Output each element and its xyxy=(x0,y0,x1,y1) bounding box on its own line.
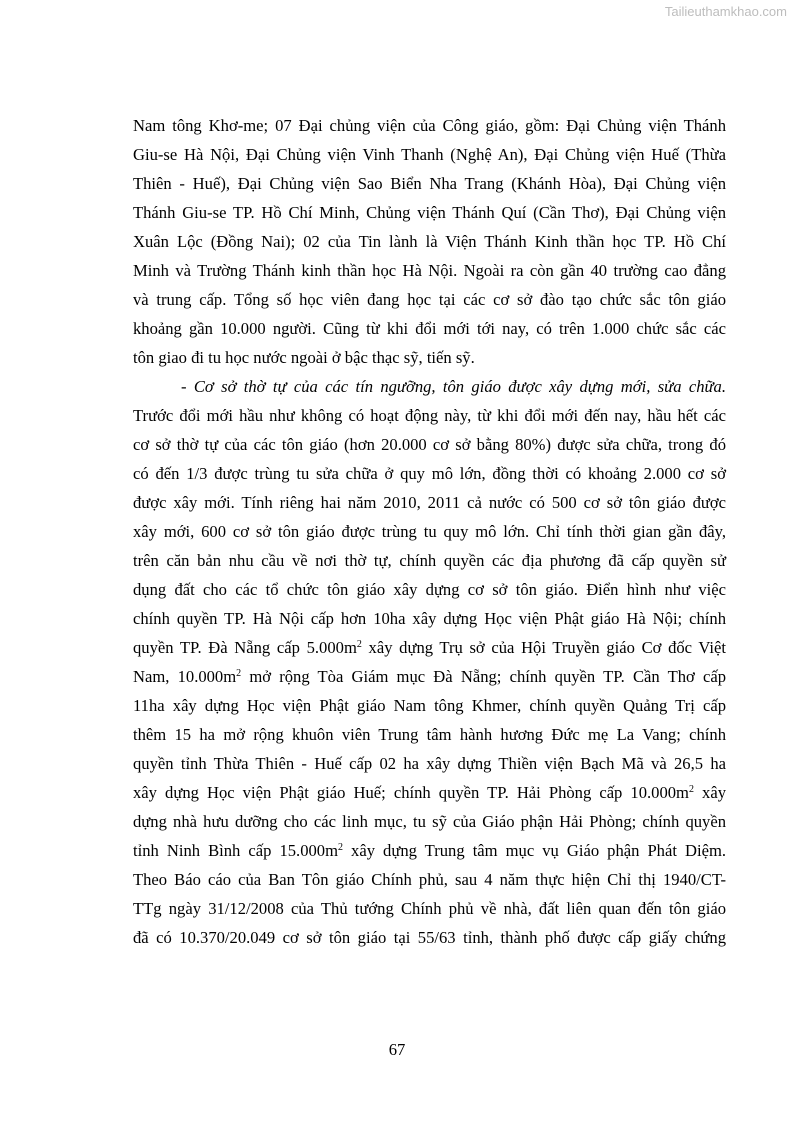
text-line: cơ sở thờ tự của các tôn giáo (hơn 20.000 cơ sở bằng 80%) được sửa chữa, trong đó xyxy=(133,435,726,454)
text-line: TTg ngày 31/12/2008 của Thủ tướng Chính phủ về nhà, đất liên quan đến tôn giáo xyxy=(133,899,726,918)
text-line: Trước đổi mới hầu như không có hoạt động này, từ khi đổi mới đến nay, hầu hết các xyxy=(133,406,726,425)
text-line: tỉnh Ninh Bình cấp $15.000m^2$ xây dựng Trung tâm mục vụ Giáo phận Phát Diệm. xyxy=(133,841,727,860)
text-line: Xuân Lộc (Đồng Nai); 02 của Tin lành là Viện Thánh Kinh thần học TP. Hồ Chí xyxy=(133,232,726,251)
text-line: 11ha xây dựng Học viện Phật giáo Nam tông Khmer, chính quyền Quảng Trị cấp xyxy=(133,696,726,715)
text-line: Thiên - Huế), Đại Chủng viện Sao Biển Nha Trang (Khánh Hòa), Đại Chủng viện xyxy=(133,174,726,193)
text-line: đã có 10.370/20.049 cơ sở tôn giáo tại 55/63 tỉnh, thành phố được cấp giấy chứng xyxy=(133,928,726,947)
text-line: quyền tỉnh Thừa Thiên - Huế cấp 02 ha xây dựng Thiền viện Bạch Mã và 26,5 ha xyxy=(133,754,726,773)
page-number: 67 xyxy=(388,1040,406,1059)
text-line: quyền TP. Đà Nẵng cấp $5.000m^2$ xây dựng Trụ sở của Hội Truyền giáo Cơ đốc Việt xyxy=(133,638,726,657)
text-line: xây dựng Học viện Phật giáo Huế; chính quyền TP. Hải Phòng cấp $10.000m^2$ xây xyxy=(133,783,726,802)
text-line: Nam, $10.000m^2$ mở rộng Tòa Giám mục Đà Nẵng; chính quyền TP. Cần Thơ cấp xyxy=(133,667,726,686)
section-heading: - Cơ sở thờ tự của các tín ngưỡng, tôn giáo được xây dựng mới, sửa chữa. xyxy=(181,377,726,396)
text-line: Thánh Giu-se TP. Hồ Chí Minh, Chủng viện Thánh Quí (Cần Thơ), Đại Chủng viện xyxy=(133,203,726,222)
text-line: dụng đất cho các tổ chức tôn giáo xây dựng cơ sở tôn giáo. Điển hình như việc xyxy=(133,580,726,599)
text-line: thêm 15 ha mở rộng khuôn viên Trung tâm hành hương Đức mẹ La Vang; chính xyxy=(133,725,726,744)
text-line: tôn giao đi tu học nước ngoài ở bậc thạc sỹ, tiến sỹ. xyxy=(133,348,475,367)
text-line: có đến 1/3 được trùng tu sửa chữa ở quy mô lớn, đồng thời có khoảng 2.000 cơ sở xyxy=(133,464,726,483)
text-line: Nam tông Khơ-me; 07 Đại chủng viện của Công giáo, gồm: Đại Chủng viện Thánh xyxy=(133,116,726,135)
text-line: Giu-se Hà Nội, Đại Chủng viện Vinh Thanh (Nghệ An), Đại Chủng viện Huế (Thừa xyxy=(133,145,726,164)
text-line: khoảng gần 10.000 người. Cũng từ khi đổi mới tới nay, có trên 1.000 chức sắc các xyxy=(133,319,726,338)
body-text xyxy=(133,111,726,952)
text-line: dựng nhà hưu dưỡng cho các linh mục, tu sỹ của Giáo phận Hải Phòng; chính quyền xyxy=(133,812,726,831)
text-line: Minh và Trường Thánh kinh thần học Hà Nội. Ngoài ra còn gần 40 trường cao đẳng xyxy=(133,261,726,280)
text-line: và trung cấp. Tổng số học viên đang học tại các cơ sở đào tạo chức sắc tôn giáo xyxy=(133,290,726,309)
text-line: chính quyền TP. Hà Nội cấp hơn 10ha xây dựng Học viện Phật giáo Hà Nội; chính xyxy=(133,609,726,628)
text-line: Theo Báo cáo của Ban Tôn giáo Chính phủ, sau 4 năm thực hiện Chỉ thị 1940/CT- xyxy=(133,870,726,889)
text-line: xây mới, 600 cơ sở tôn giáo được trùng tu quy mô lớn. Chỉ tính thời gian gần đây, xyxy=(133,522,726,541)
text-line: được xây mới. Tính riêng hai năm 2010, 2011 cả nước có 500 cơ sở tôn giáo được xyxy=(133,493,726,512)
watermark: Tailieuthamkhao.com xyxy=(664,4,787,19)
text-line: trên căn bản nhu cầu về nơi thờ tự, chính quyền các địa phương đã cấp quyền sử xyxy=(133,551,726,570)
